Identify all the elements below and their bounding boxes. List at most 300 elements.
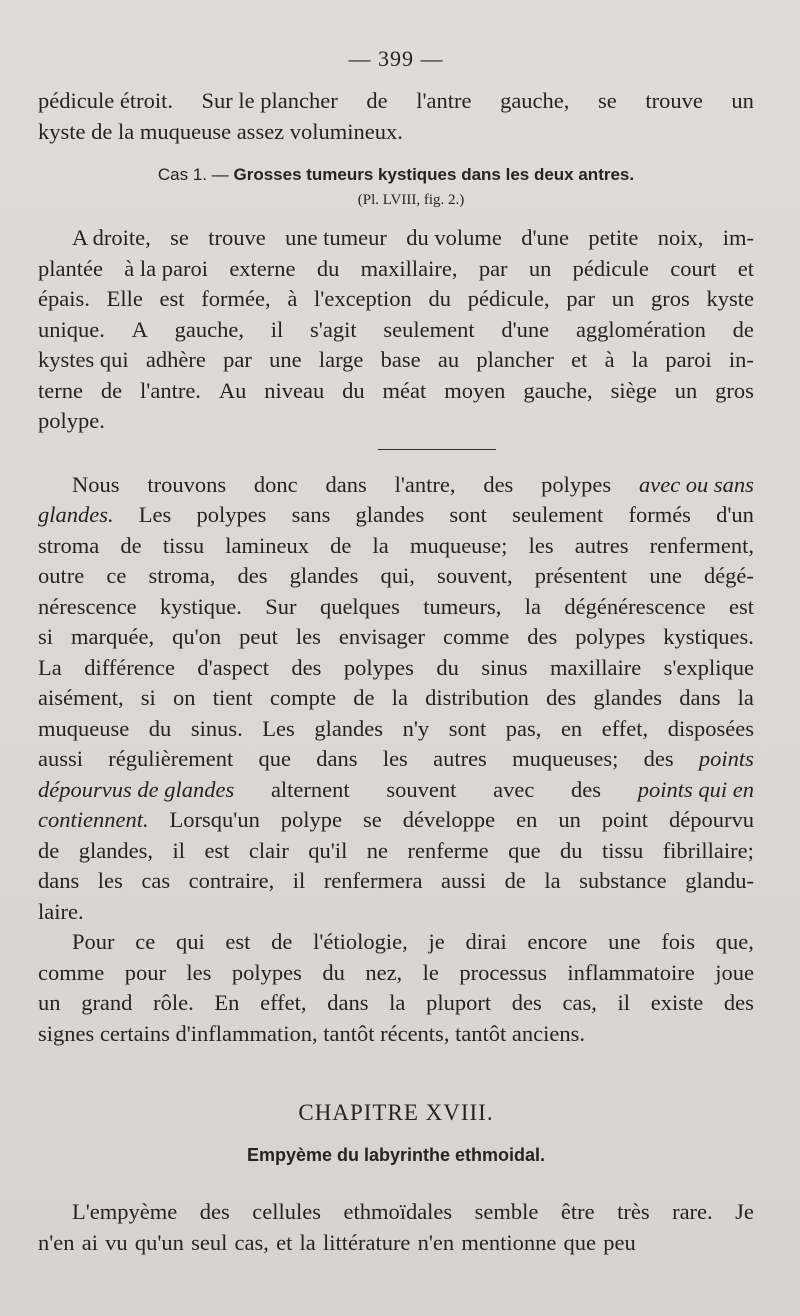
- word: formée,: [201, 286, 271, 311]
- word: glandes: [289, 563, 359, 588]
- word: tient: [212, 685, 253, 710]
- word: nérescence: [38, 593, 137, 619]
- word: peut: [239, 624, 278, 649]
- word: du: [560, 837, 583, 863]
- word: aussi: [441, 868, 487, 893]
- word: dans: [38, 868, 80, 893]
- word: points: [698, 746, 754, 771]
- word: dans: [679, 685, 721, 710]
- word: dans: [316, 746, 358, 771]
- word: rare.: [672, 1199, 713, 1224]
- word: des: [723, 990, 754, 1015]
- case-reference: (Pl. LVIII, fig. 2.): [357, 192, 465, 208]
- word: qu'on: [172, 624, 222, 649]
- word: kyste de la muqueuse assez volumineux.: [38, 118, 403, 144]
- word: du: [316, 255, 340, 281]
- word: peu: [603, 1229, 636, 1255]
- word: différence: [84, 654, 175, 680]
- word: l'étiologie,: [313, 929, 408, 954]
- word: si: [38, 624, 54, 649]
- word: les: [382, 746, 408, 771]
- word: autres: [574, 532, 629, 558]
- word: ne: [366, 837, 389, 863]
- word: l'antre: [416, 88, 472, 113]
- intro-paragraph: [38, 86, 754, 147]
- word: kyste: [706, 286, 754, 311]
- word: se: [170, 225, 189, 250]
- word: ce: [135, 929, 156, 954]
- word: par: [478, 255, 508, 281]
- word: paroi: [665, 347, 712, 372]
- word: des: [643, 746, 674, 771]
- word: la: [391, 685, 408, 710]
- word: des: [511, 990, 542, 1015]
- case-heading: [38, 161, 754, 189]
- word: est: [728, 593, 754, 619]
- word: de: [38, 837, 60, 863]
- text-line: [38, 714, 754, 745]
- word: au: [437, 347, 460, 372]
- word: cellules: [252, 1199, 321, 1224]
- word: méat: [382, 377, 427, 403]
- word: pédicule étroit.: [38, 88, 173, 113]
- word: ai: [81, 1229, 98, 1255]
- text-line: [38, 315, 754, 346]
- word: seul: [191, 1229, 228, 1255]
- word: la: [372, 532, 389, 558]
- word: il: [270, 316, 284, 342]
- word: gros: [715, 377, 754, 403]
- text-line: [38, 988, 754, 1019]
- word: joue: [715, 959, 754, 985]
- word: seulement: [383, 316, 475, 342]
- word: les: [186, 959, 212, 985]
- word: des: [199, 1199, 230, 1224]
- word: des: [527, 624, 558, 649]
- text-line: [38, 622, 754, 653]
- word: une tumeur: [285, 225, 387, 250]
- word: clair: [248, 837, 289, 863]
- case-title: Grosses tumeurs kystiques dans les deux antres.: [233, 165, 635, 184]
- word: points qui en: [637, 776, 754, 802]
- word: Nous: [72, 471, 120, 497]
- word: la: [544, 868, 561, 893]
- word: il: [292, 868, 306, 893]
- word: glandes.: [38, 502, 114, 527]
- word: d'un: [716, 502, 754, 527]
- word: polypes: [541, 471, 612, 497]
- word: tissu: [162, 532, 205, 558]
- word: quelques: [319, 593, 400, 619]
- word: base: [380, 347, 421, 372]
- word: unique.: [38, 316, 105, 342]
- section-divider: [378, 449, 496, 450]
- word: rôle.: [153, 990, 194, 1015]
- word: pluport: [426, 990, 492, 1015]
- word: trouve: [645, 88, 703, 113]
- spacer: [38, 147, 754, 161]
- text-line: [38, 958, 754, 989]
- text-line: [38, 653, 754, 684]
- word: des: [571, 776, 602, 802]
- word: A: [131, 316, 148, 342]
- word: avec: [493, 776, 535, 802]
- word: marquée,: [71, 624, 155, 649]
- word: agglomération: [575, 316, 706, 342]
- word: la: [389, 990, 406, 1015]
- word: sinus: [481, 654, 528, 680]
- word: signes certains d'inflammation, tantôt récents, tantôt anciens.: [38, 1020, 586, 1046]
- word: stroma: [38, 532, 100, 558]
- word: se: [363, 807, 382, 832]
- word: trouve: [208, 225, 266, 250]
- word: polype: [280, 807, 343, 832]
- word: envisager: [338, 624, 426, 649]
- word: niveau: [264, 377, 325, 403]
- text-line: [38, 1197, 754, 1228]
- word: glandes: [355, 502, 425, 527]
- word: polypes: [196, 502, 267, 527]
- word: et: [737, 255, 754, 281]
- word: est: [159, 286, 185, 311]
- word: de: [120, 532, 142, 558]
- word: de: [330, 532, 352, 558]
- word: stroma,: [148, 563, 216, 588]
- word: mentionne: [461, 1229, 557, 1255]
- word: développe: [402, 807, 496, 832]
- word: de: [504, 868, 526, 893]
- word: tissu: [601, 837, 644, 863]
- word: grand: [81, 990, 133, 1015]
- word: vu: [105, 1229, 128, 1255]
- word: une: [269, 347, 302, 372]
- word: présentent: [534, 563, 628, 588]
- word: dirai: [465, 929, 507, 954]
- word: il: [617, 990, 631, 1015]
- word: qui,: [380, 563, 415, 588]
- text-line: [38, 345, 754, 376]
- word: Elle: [106, 286, 143, 311]
- word: nez,: [365, 959, 403, 985]
- word: polype.: [38, 408, 105, 433]
- word: maxillaire: [549, 654, 642, 680]
- word: souvent: [386, 776, 457, 802]
- word: effet,: [601, 715, 649, 741]
- word: glandes,: [78, 837, 154, 863]
- word: glandu-: [685, 868, 754, 893]
- case-paragraph: [38, 223, 754, 437]
- word: régulièrement: [108, 746, 234, 771]
- word: muqueuse;: [409, 532, 508, 558]
- word: renfermera: [323, 868, 423, 893]
- word: court: [670, 255, 717, 281]
- word: du volume: [406, 225, 502, 250]
- text-line: [38, 1228, 754, 1259]
- word: en: [560, 715, 583, 741]
- word: polypes: [343, 654, 414, 680]
- word: lamineux: [225, 532, 309, 558]
- word: dans: [327, 990, 369, 1015]
- word: la: [524, 593, 542, 619]
- word: du: [428, 286, 452, 311]
- word: laire.: [38, 898, 84, 924]
- word: se: [598, 88, 617, 113]
- word: aussi: [38, 746, 83, 771]
- word: l'antre.: [140, 377, 201, 403]
- word: alternent: [270, 776, 350, 802]
- word: du: [322, 959, 345, 985]
- text-line: [38, 683, 754, 714]
- word: qui: [175, 929, 205, 954]
- word: renferment,: [649, 532, 754, 558]
- word: d'une: [521, 225, 570, 250]
- word: pas,: [505, 715, 542, 741]
- word: autres: [433, 746, 487, 771]
- word: dépourvu: [669, 807, 754, 832]
- word: point: [601, 807, 649, 832]
- word: seulement: [512, 502, 604, 527]
- text-line: [38, 805, 754, 836]
- word: maxillaire,: [360, 255, 458, 281]
- word: de: [366, 88, 388, 113]
- text-line: [38, 927, 754, 958]
- word: siège: [610, 377, 657, 403]
- word: trouvons: [147, 471, 227, 497]
- word: dégé-: [703, 563, 754, 588]
- word: des: [237, 563, 268, 588]
- word: la: [299, 1229, 316, 1255]
- paragraph-empyeme: [38, 1197, 754, 1258]
- word: je: [428, 929, 445, 954]
- word: fois: [661, 929, 696, 954]
- word: l'exception: [314, 286, 412, 311]
- word: ethmoïdales: [343, 1199, 453, 1224]
- word: gauche,: [174, 316, 244, 342]
- word: est: [204, 837, 230, 863]
- word: un: [674, 377, 698, 403]
- word: semble: [474, 1199, 539, 1224]
- case-number: Cas 1. —: [157, 165, 229, 184]
- word: plancher: [476, 347, 554, 372]
- word: avec ou sans: [638, 471, 754, 497]
- text-line: [38, 836, 754, 867]
- word: du: [148, 715, 172, 741]
- word: donc: [253, 471, 298, 497]
- word: n'y: [402, 715, 430, 741]
- word: inflammatoire: [567, 959, 695, 985]
- text-line: [38, 376, 754, 407]
- word: Sur: [265, 593, 297, 619]
- word: in-: [728, 347, 754, 372]
- word: qu'un: [134, 1229, 184, 1255]
- text-line: [38, 284, 754, 315]
- word: compte: [269, 685, 337, 710]
- word: s'explique: [663, 654, 754, 680]
- word: noix,: [657, 225, 704, 250]
- word: sinus.: [190, 715, 243, 741]
- word: formés: [628, 502, 691, 527]
- word: sont: [448, 715, 487, 741]
- word: Je: [735, 1199, 754, 1224]
- word: d'aspect: [197, 654, 269, 680]
- word: contiennent.: [38, 807, 149, 832]
- text-line: [38, 470, 754, 501]
- word: distribution: [425, 685, 529, 710]
- chapter-title: CHAPITRE XVIII.: [298, 1100, 494, 1125]
- word: comme: [443, 624, 510, 649]
- word: une: [608, 929, 641, 954]
- word: renferme: [407, 837, 489, 863]
- word: des: [483, 471, 514, 497]
- word: le: [422, 959, 439, 985]
- word: à la paroi: [124, 255, 208, 281]
- word: disposées: [667, 715, 754, 741]
- word: gauche,: [523, 377, 593, 403]
- chapter-subtitle: Empyème du labyrinthe ethmoidal.: [246, 1145, 546, 1165]
- word: large: [318, 347, 364, 372]
- word: L'empyème: [72, 1199, 178, 1224]
- text-line: [38, 500, 754, 531]
- word: polypes: [231, 959, 302, 985]
- word: et: [571, 347, 588, 372]
- text-line: [38, 866, 754, 897]
- word: de: [271, 929, 293, 954]
- word: à: [604, 347, 615, 372]
- word: des: [546, 685, 577, 710]
- word: pédicule: [572, 255, 649, 281]
- word: les: [97, 868, 123, 893]
- text-line: [38, 223, 754, 254]
- word: d'une: [501, 316, 550, 342]
- word: épais.: [38, 286, 90, 311]
- word: on: [173, 685, 196, 710]
- word: plantée: [38, 255, 103, 281]
- word: cas: [141, 868, 171, 893]
- text-line: [38, 744, 754, 775]
- word: les: [295, 624, 321, 649]
- word: un: [611, 286, 635, 311]
- word: effet,: [260, 990, 307, 1015]
- word: Les: [138, 502, 172, 527]
- word: pour: [124, 959, 166, 985]
- word: muqueuses;: [512, 746, 619, 771]
- text-line: [38, 406, 754, 437]
- word: moyen: [444, 377, 506, 403]
- word: très: [617, 1199, 650, 1224]
- word: la: [631, 347, 649, 372]
- paragraph-polypes: [38, 470, 754, 928]
- word: à: [287, 286, 298, 311]
- word: comme: [38, 959, 105, 985]
- word: gros: [650, 286, 690, 311]
- word: polypes: [575, 624, 646, 649]
- word: un: [558, 807, 581, 832]
- text-line: [38, 897, 754, 928]
- word: cas,: [562, 990, 597, 1015]
- word: les: [528, 532, 554, 558]
- word: souvent,: [436, 563, 513, 588]
- word: être: [560, 1199, 595, 1224]
- spacer: [38, 1049, 754, 1091]
- word: que: [508, 837, 541, 863]
- word: La: [38, 654, 62, 680]
- word: que: [258, 746, 291, 771]
- word: par: [223, 347, 252, 372]
- word: cas,: [234, 1229, 269, 1255]
- word: ce: [106, 563, 127, 588]
- word: encore: [527, 929, 588, 954]
- word: que: [563, 1229, 597, 1255]
- text-line: [38, 561, 754, 592]
- word: de: [732, 316, 754, 342]
- word: n'en: [417, 1229, 455, 1255]
- word: sans: [291, 502, 331, 527]
- text-line: [38, 86, 754, 117]
- word: de: [100, 377, 123, 403]
- word: Au: [218, 377, 247, 403]
- text-line: [38, 1019, 754, 1050]
- word: glandes: [314, 715, 384, 741]
- word: la: [737, 685, 754, 710]
- word: l'antre,: [394, 471, 456, 497]
- word: muqueuse: [38, 715, 130, 741]
- word: n'en: [38, 1229, 75, 1255]
- word: pédicule,: [467, 286, 550, 311]
- word: Pour: [72, 929, 115, 954]
- word: En: [214, 990, 240, 1015]
- word: dans: [325, 471, 367, 497]
- word: adhère: [145, 347, 206, 372]
- text-line: [38, 592, 754, 623]
- word: A droite,: [72, 225, 151, 250]
- word: par: [566, 286, 596, 311]
- word: dépourvus de glandes: [38, 776, 235, 802]
- word: Sur le plancher: [201, 88, 338, 113]
- word: externe: [229, 255, 296, 281]
- word: fibrillaire;: [662, 837, 754, 863]
- word: de: [353, 685, 375, 710]
- word: un: [38, 990, 61, 1015]
- word: il: [172, 837, 185, 863]
- word: aisément,: [38, 685, 124, 710]
- word: kystes qui: [38, 347, 129, 372]
- word: un: [528, 255, 552, 281]
- word: outre: [38, 563, 85, 588]
- word: qu'il: [308, 837, 348, 863]
- word: un: [731, 88, 754, 113]
- word: est: [225, 929, 251, 954]
- word: tumeurs,: [423, 593, 502, 619]
- word: une: [649, 563, 682, 588]
- word: kystique.: [160, 593, 242, 619]
- paragraph-etiologie: [38, 927, 754, 1049]
- text-line: [38, 254, 754, 285]
- word: dégénérescence: [564, 593, 706, 619]
- word: du: [436, 654, 459, 680]
- word: si: [140, 685, 156, 710]
- word: substance: [579, 868, 667, 893]
- word: littérature: [322, 1229, 411, 1255]
- word: processus: [459, 959, 547, 985]
- word: gauche,: [500, 88, 570, 113]
- word: s'agit: [310, 316, 357, 342]
- text-line: [38, 531, 754, 562]
- word: en: [516, 807, 538, 832]
- text-line: [38, 117, 754, 148]
- page-number: — 399 —: [348, 46, 444, 71]
- word: contraire,: [188, 868, 275, 893]
- word: sont: [449, 502, 487, 527]
